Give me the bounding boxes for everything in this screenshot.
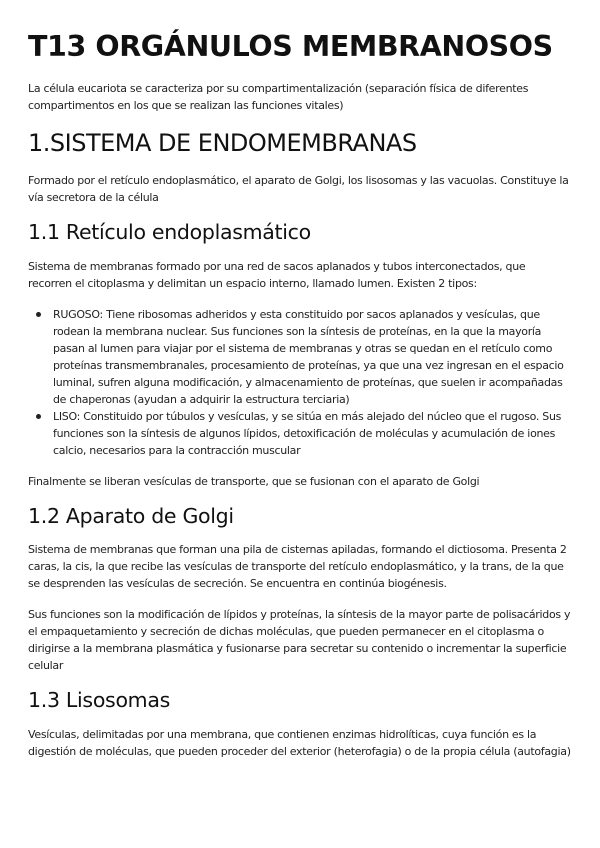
section-heading-endomembranas: 1.SISTEMA DE ENDOMEMBRANAS (28, 129, 417, 158)
reticulo-paragraph: Sistema de membranas formado por una red de sacos aplanados y tubos interconectados, que recorren el citoplasma y delimitan un espacio interno, llamado lumen. Existen 2 tipos: (28, 259, 526, 290)
document-title: T13 ORGÁNULOS MEMBRANOSOS (28, 30, 553, 63)
bullet-icon (36, 414, 41, 419)
list-item-text: RUGOSO: Tiene ribosomas adheridos y esta constituido por sacos aplanados y vesículas, que rodean la membrana nuclear. Sus funciones son la síntesis de proteínas, en la que la mayoría pasan al lumen para viajar por el sistema de membranas y otras se quedan en el retículo como proteínas transmembranales, procesamiento de proteínas, ya que una vez ingresan en el espacio luminal, sufren alguna modificación, y almacenamiento de proteínas, que suelen ir acompañadas de chaperonas (ayudan a adquirir la estructura terciaria) (53, 307, 564, 406)
subsection-heading-golgi: 1.2 Aparato de Golgi (28, 503, 234, 528)
list-item-text: LISO: Constituido por túbulos y vesículas, y se sitúa en más alejado del núcleo que el rugoso. Sus funciones son la síntesis de algunos lípidos, detoxificación de moléculas y acumulación de iones calcio, necesarios para la contracción muscular (53, 409, 562, 457)
intro-paragraph: La célula eucariota se caracteriza por su compartimentalización (separación física de diferentes compartimentos en los que se realizan las funciones vitales) (28, 82, 529, 113)
endomembranas-paragraph: Formado por el retículo endoplasmático, el aparato de Golgi, los lisosomas y las vacuolas. Constituye la vía secretora de la célula (28, 174, 569, 205)
golgi-paragraph-1: Sistema de membranas que forman una pila de cisternas apiladas, formando el dictiosoma. Presenta 2 caras, la cis, la que recibe las vesículas de transporte del retículo endoplasmático, y la trans, de la que se desprenden las vesículas de secreción. Se encuentra en continúa biogénesis. (28, 543, 567, 591)
list-item-liso (53, 408, 572, 459)
bullet-icon (36, 312, 41, 317)
lisosomas-paragraph: Vesículas, delimitadas por una membrana, que contienen enzimas hidrolíticas, cuya función es la digestión de moléculas, que pueden proceder del exterior (heterofagia) o de la propia célula (autofagia) (28, 728, 571, 759)
golgi-paragraph-2: Sus funciones son la modificación de lípidos y proteínas, la síntesis de la mayor parte de polisacáridos y el empaquetamiento y secreción de dichas moléculas, que pueden permanecer en el citoplasma o dirigirse a la membrana plasmática y fusionarse para secretar su contenido o incrementar la superficie celular (28, 608, 571, 673)
subsection-heading-reticulo: 1.1 Retículo endoplasmático (28, 220, 311, 245)
reticulo-closing-paragraph: Finalmente se liberan vesículas de transporte, que se fusionan con el aparato de Golgi (28, 474, 480, 488)
reticulo-types-list (28, 306, 572, 459)
list-item-rugoso (53, 306, 572, 408)
subsection-heading-lisosomas: 1.3 Lisosomas (28, 688, 170, 713)
